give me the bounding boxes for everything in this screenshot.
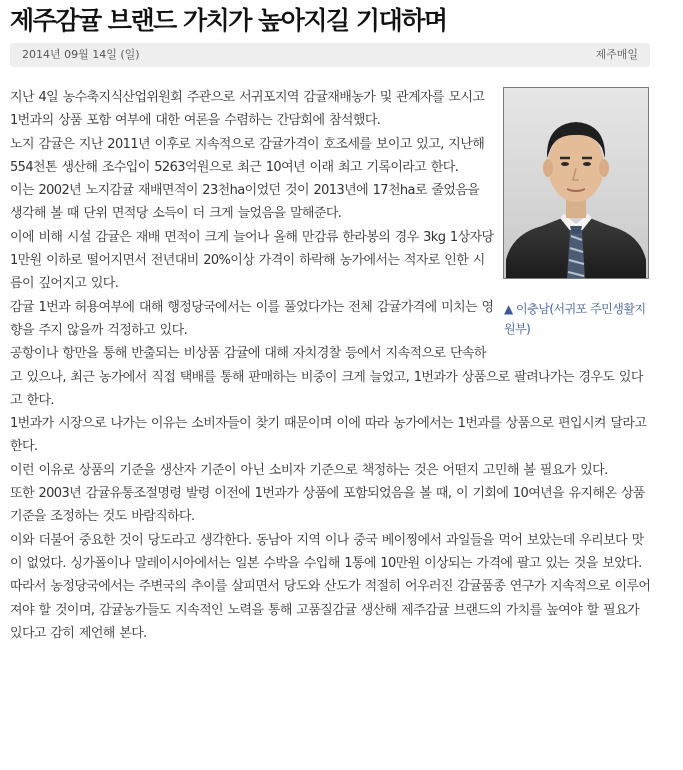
article-meta-bar [10,43,650,67]
paragraph: 공항이나 항만을 통해 반출되는 비상품 감귤에 대해 자치경찰 등에서 지속적으로 단속하고 있으나, 최근 농가에서 직접 택배를 통해 판매하는 비중이 크게 늘었고, 1번과가 상품으로 팔려나가는 경우도 있다고 한다. [10,346,643,408]
paragraph: 또한 2003년 감귤유통조절명령 발령 이전에 1번과가 상품에 포함되었음을 볼 때, 이 기회에 10여년을 유지해온 상품기준을 조정하는 것도 바람직하다. [10,486,645,525]
article-title: 제주감귤 브랜드 가치가 높아지길 기대하며 [10,6,447,35]
paragraph: 1번과가 시장으로 나가는 이유는 소비자들이 찾기 때문이며 이에 따라 농가에서는 1번과를 상품으로 편입시켜 달라고 한다. [10,416,647,455]
paragraph: 노지 감귤은 지난 2011년 이후로 지속적으로 감귤가격이 호조세를 보이고 있고, 지난해 554천톤 생산해 조수입이 5263억원으로 최근 10여년 이래 최고 기록이라고 한다. [10,136,485,175]
article-source: 제주매일 [595,48,638,61]
paragraph: 이런 이유로 상품의 기준을 생산자 기준이 아닌 소비자 기준으로 책정하는 것은 어떤지 고민해 볼 필요가 있다. [10,462,608,478]
photo-spacer [494,86,652,344]
paragraph: 따라서 농정당국에서는 주변국의 추이를 살피면서 당도와 산도가 적절히 어우러진 감귤품종 연구가 지속적으로 이루어져야 할 것이며, 감귤농가들도 지속적인 노력을 통해 고품질감귤 생산해 제주감귤 브랜드의 가치를 높여야 할 필요가 있다고 감히 제언해 본다. [10,579,651,641]
paragraph: 지난 4일 농수축지식산업위원회 주관으로 서귀포지역 감귤재배농가 및 관계자를 모시고 1번과의 상품 포함 여부에 대한 여론을 수렴하는 간담회에 참석했다. [10,90,485,129]
paragraph: 감귤 1번과 허용여부에 대해 행정당국에서는 이를 풀었다가는 전체 감귤가격에 미치는 영향을 주지 않을까 걱정하고 있다. [10,299,494,338]
paragraph: 이와 더불어 중요한 것이 당도라고 생각한다. 동남아 지역 이나 중국 베이찡에서 과일들을 먹어 보았는데 우리보다 맛이 없었다. 싱가폴이나 말레이시아에서는 일본 수박을 수입해 1통에 10만원 이상되는 가격에 팔고 있는 것을 보았다. [10,532,644,571]
article-body [10,86,652,645]
paragraph: 이는 2002년 노지감귤 재배면적이 23천ha이었던 것이 2013년에 17천ha로 줄었음을 생각해 볼 때 단위 면적당 소득이 더 크게 늘었음을 말해준다. [10,183,480,222]
photo-caption: ▲ 이충남(서귀포 주민생활지원부) [504,302,646,336]
paragraph: 이에 비해 시설 감귤은 재배 면적이 크게 늘어나 올해 만감류 한라봉의 경우 3kg 1상자당 1만원 이하로 떨어지면서 전년대비 20%이상 가격이 하락해 농가에서는 적자로 인한 시름이 깊어지고 있다. [10,229,494,292]
article-date: 2014년 09월 14일 (일) [22,48,140,61]
